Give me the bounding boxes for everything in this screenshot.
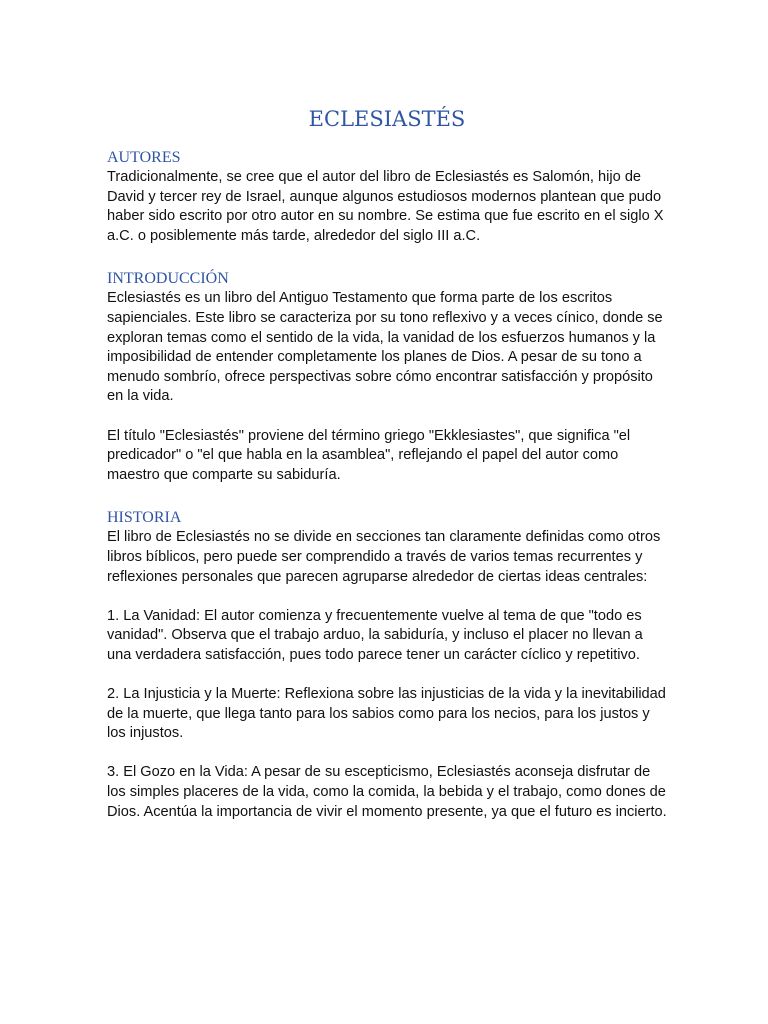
paragraph-historia-gozo: 3. El Gozo en la Vida: A pesar de su escepticismo, Eclesiastés aconseja disfrutar de los simples placeres de la vida, como la comida, la bebida y el trabajo, como dones de Dios. Acentúa la importancia de vivir el momento presente, ya que el futuro es incierto. xyxy=(107,764,667,820)
paragraph-autores-1: Tradicionalmente, se cree que el autor del libro de Eclesiastés es Salomón, hijo de David y tercer rey de Israel, aunque algunos estudiosos modernos plantean que pudo haber sido escrito por otro autor en su nombre. Se estima que fue escrito en el siglo X a.C. o posiblemente más tarde, alrededor del siglo III a.C. xyxy=(107,169,664,244)
section-autores xyxy=(107,148,667,246)
spacer xyxy=(107,744,667,764)
section-historia xyxy=(107,508,667,822)
spacer xyxy=(107,246,667,269)
spacer xyxy=(107,587,667,607)
paragraph-introduccion-2: El título "Eclesiastés" proviene del término griego "Ekklesiastes", que significa "el predicador" o "el que habla en la asamblea", reflejando el papel del autor como maestro que comparte su sabiduría. xyxy=(107,427,631,483)
section-heading-introduccion: INTRODUCCIÓN xyxy=(107,270,229,288)
paragraph-historia-injusticia: 2. La Injusticia y la Muerte: Reflexiona sobre las injusticias de la vida y la inevitabilidad de la muerte, que llega tanto para los sabios como para los necios, para los justos y los injustos. xyxy=(107,686,666,742)
section-introduccion xyxy=(107,269,667,485)
paragraph-historia-1: El libro de Eclesiastés no se divide en secciones tan claramente definidas como otros libros bíblicos, pero puede ser comprendido a través de varios temas recurrentes y reflexiones personales que parecen agruparse alrededor de ciertas ideas centrales: xyxy=(107,529,661,585)
document-page xyxy=(107,104,667,822)
spacer xyxy=(107,485,667,508)
paragraph-introduccion-1: Eclesiastés es un libro del Antiguo Testamento que forma parte de los escritos sapienciales. Este libro se caracteriza por su tono reflexivo y a veces cínico, donde se exploran temas como el sentido de la vida, la vanidad de los esfuerzos humanos y la imposibilidad de entender completamente los planes de Dios. A pesar de su tono a menudo sombrío, ofrece perspectivas sobre cómo encontrar satisfacción y propósito en la vida. xyxy=(107,290,663,405)
spacer xyxy=(107,407,667,427)
spacer xyxy=(107,665,667,685)
document-title: ECLESIASTÉS xyxy=(308,107,466,131)
section-heading-autores: AUTORES xyxy=(107,149,181,166)
section-heading-historia: HISTORIA xyxy=(107,509,182,527)
paragraph-historia-vanidad: 1. La Vanidad: El autor comienza y frecuentemente vuelve al tema de que "todo es vanidad". Observa que el trabajo arduo, la sabiduría, y incluso el placer no llevan a una verdadera satisfacción, pues todo parece tener un carácter cíclico y repetitivo. xyxy=(107,607,643,663)
